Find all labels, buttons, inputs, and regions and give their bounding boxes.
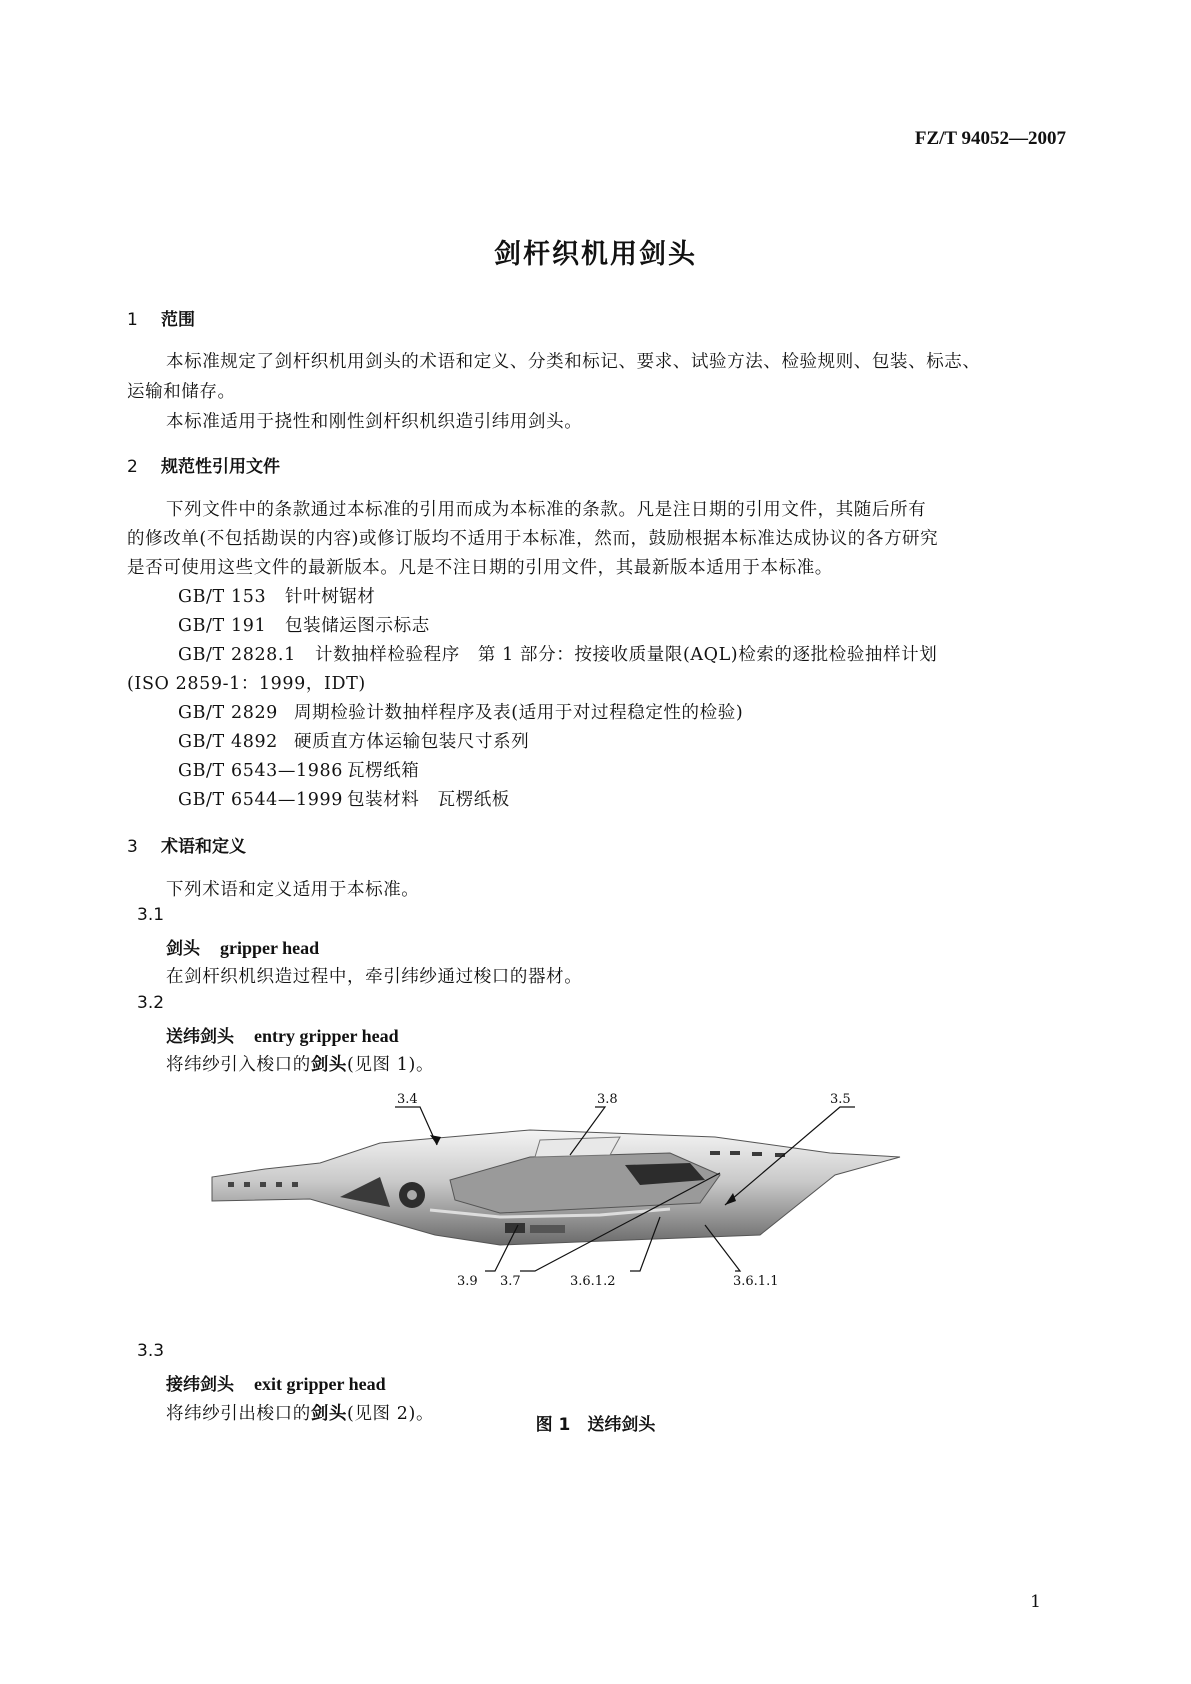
reference-item: GB/T 4892 硬质直方体运输包装尺寸系列 [178,732,530,752]
term-definition: 将纬纱引出梭口的剑头(见图 2)。 [166,1404,435,1424]
term-heading: 送纬剑头 entry gripper head [166,1026,399,1047]
reference-item: GB/T 153 针叶树锯材 [178,587,376,607]
s2-para1-line1: 下列文件中的条款通过本标准的引用而成为本标准的条款。凡是注日期的引用文件，其随后所有 [166,500,927,520]
figure-1-caption: 图 1 送纬剑头 [535,1415,656,1435]
label-3-5: 3.5 [830,1092,851,1107]
s1-para2: 本标准适用于挠性和刚性剑杆织机织造引纬用剑头。 [166,412,583,432]
reference-item: GB/T 191 包装储运图示标志 [178,616,430,636]
label-3-9: 3.9 [457,1274,478,1289]
section-1-heading: 1 范围 [127,310,195,330]
term-heading: 接纬剑头 exit gripper head [166,1374,386,1395]
reference-item: GB/T 6543—1986 瓦楞纸箱 [178,761,420,781]
s2-para1-line3: 是否可使用这些文件的最新版本。凡是不注日期的引用文件，其最新版本适用于本标准。 [127,558,833,578]
term-definition: 将纬纱引入梭口的剑头(见图 1)。 [166,1055,435,1075]
section-2-heading: 2 规范性引用文件 [127,457,280,477]
term-definition: 在剑杆织机织造过程中，牵引纬纱通过梭口的器材。 [166,967,583,987]
s3-intro: 下列术语和定义适用于本标准。 [166,880,420,900]
page-number: 1 [1030,1592,1041,1612]
label-3-6-1-1: 3.6.1.1 [733,1274,779,1289]
term-number: 3.3 [137,1341,165,1361]
s1-para1-line2: 运输和储存。 [127,382,236,402]
figure-1-entry-gripper-head [200,1085,920,1300]
document-title: 剑杆织机用剑头 [494,239,697,270]
term-number: 3.1 [137,905,165,925]
standard-code: FZ/T 94052—2007 [914,128,1066,149]
label-3-7: 3.7 [500,1274,521,1289]
reference-item: GB/T 6544—1999 包装材料 瓦楞纸板 [178,790,510,810]
reference-continuation: (ISO 2859-1：1999，IDT) [127,674,366,694]
label-3-8: 3.8 [597,1092,618,1107]
reference-item: GB/T 2829 周期检验计数抽样程序及表(适用于对过程稳定性的检验) [178,703,744,723]
section-3-heading: 3 术语和定义 [127,837,246,857]
s1-para1-line1: 本标准规定了剑杆织机用剑头的术语和定义、分类和标记、要求、试验方法、检验规则、包装、标志、 [166,352,981,372]
label-3-6-1-2: 3.6.1.2 [570,1274,616,1289]
label-3-4: 3.4 [397,1092,418,1107]
term-heading: 剑头 gripper head [166,938,320,959]
reference-item: GB/T 2828.1 计数抽样检验程序 第 1 部分：按接收质量限(AQL)检索的逐批检验抽样计划 [178,645,938,665]
s2-para1-line2: 的修改单(不包括勘误的内容)或修订版均不适用于本标准，然而，鼓励根据本标准达成协议的各方研究 [127,529,939,549]
term-number: 3.2 [137,993,165,1013]
